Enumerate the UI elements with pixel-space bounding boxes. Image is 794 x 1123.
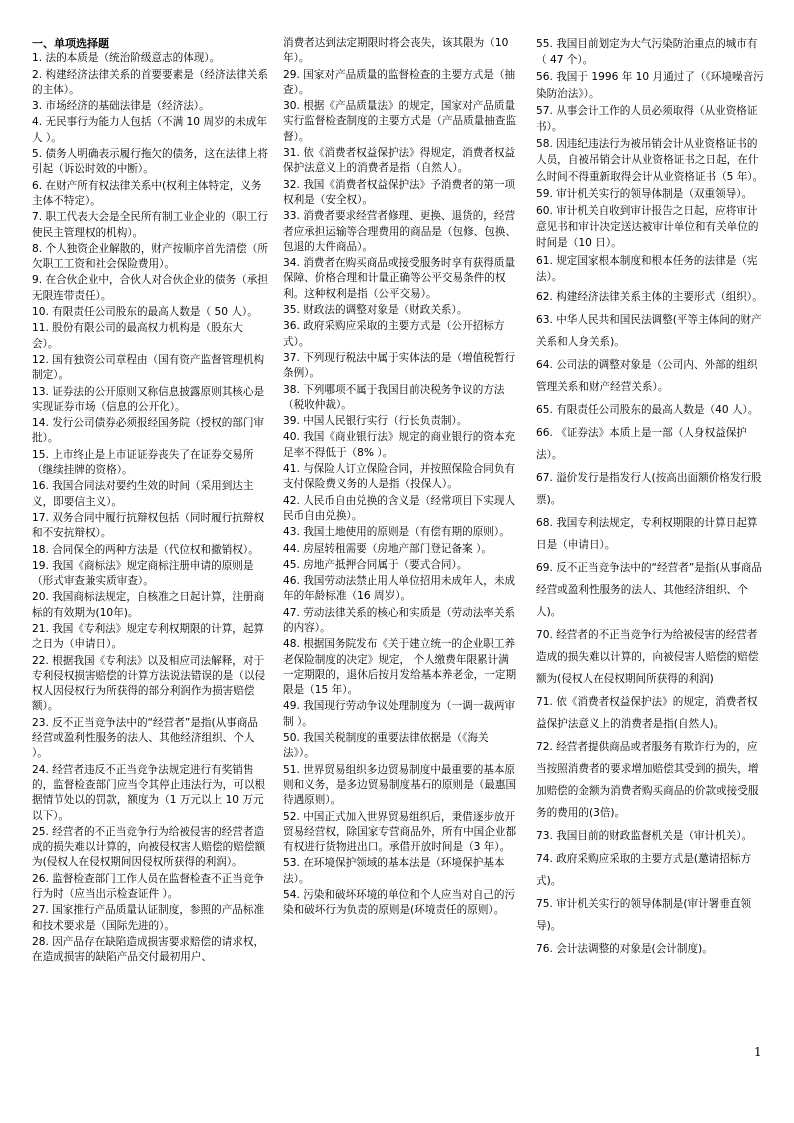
question-item: 70. 经营者的不正当竞争行为给被侵害的经营者造成的损失难以计算的，向被侵害人赔偿的赔偿额为(侵权人在侵权期间所获得的利润) <box>536 629 759 686</box>
question-item: 9. 在合伙企业中，合伙人对合伙企业的债务（承担无限连带责任）。 <box>32 274 268 302</box>
question-item: 20. 我国商标法规定，自核准之日起计算，注册商标的有效期为(10年)。 <box>32 591 265 619</box>
question-item: 51. 世界贸易组织多边贸易制度中最重要的基本原则和义务，是多边贸易制度基石的原则是（最惠国待遇原则）。 <box>283 763 517 807</box>
question-item: 5. 债务人明确表示履行拖欠的债务，这在法律上将引起（诉讼时效的中断）。 <box>32 148 268 176</box>
question-item: 76. 会计法调整的对象是(会计制度)。 <box>536 943 713 956</box>
question-item: 24. 经营者违反不正当竞争法规定进行有奖销售的，监督检查部门应当令其停止违法行为，可以根据情节处以的罚款，额度为（1 万元以上 10 万元以下）。 <box>32 763 266 822</box>
question-item: 44. 房屋转租需要（房地产部门登记备案 ）。 <box>283 542 492 555</box>
question-item: 67. 溢价发行是指发行人(按高出面额价格发行股票)。 <box>536 472 762 507</box>
page-number: 1 <box>754 1045 762 1059</box>
question-item: 62. 构建经济法律关系主体的主要形式（组织）。 <box>536 291 763 304</box>
question-item: 31. 依《消费者权益保护法》得规定，消费者权益保护法意义上的消费者是指（自然人）。 <box>283 147 516 175</box>
question-item: 41. 与保险人订立保险合同，并按照保险合同负有支付保险费义务的人是指（投保人）。 <box>283 463 516 491</box>
question-item: 74. 政府采购应采取的主要方式是(邀请招标方式)。 <box>536 853 752 888</box>
question-item: 2. 构建经济法律关系的首要要素是（经济法律关系的主体）。 <box>32 68 268 96</box>
question-item: 11. 股份有限公司的最高权力机构是（股东大会）。 <box>32 322 243 350</box>
question-item: 59. 审计机关实行的领导体制是（双重领导）。 <box>536 187 753 200</box>
question-item: 48. 根据国务院发布《关于建立统一的企业职工养老保险制度的决定》规定， 个人缴费年限累计满一定期限的，退休后按月发给基本养老金，一定期限是（15 年）。 <box>283 638 517 697</box>
question-item: 3. 市场经济的基础法律是（经济法）。 <box>32 100 210 113</box>
column-right <box>536 36 768 961</box>
question-item: 29. 国家对产品质量的监督检查的主要方式是（抽查）。 <box>283 68 516 96</box>
question-item: 69. 反不正当竞争法中的“经营者”是指(从事商品经营或盈利性服务的法人、其他经济组织、个人)。 <box>536 562 763 619</box>
question-item: 23. 反不正当竞争法中的“经营者”是指(从事商品经营或盈利性服务的法人、其他经济组织、个人 ）。 <box>32 716 259 760</box>
question-item: 22. 根据我国《专利法》以及相应司法解释，对于专利侵权损害赔偿的计算方法说法错误的是（以侵权人因侵权行为所获得的部分利润作为损害赔偿额）。 <box>32 654 266 713</box>
question-item: 14. 发行公司债券必须报经国务院（授权的部门审批）。 <box>32 417 265 445</box>
question-item: 72. 经营者提供商品或者服务有欺诈行为的，应当按照消费者的要求增加赔偿其受到的损失，增加赔偿的金额为消费者购买商品的价款或接受服务的费用的(3倍)。 <box>536 741 759 820</box>
question-item: 53. 在环境保护领域的基本法是（环境保护基本法）。 <box>283 857 505 885</box>
question-item: 46. 我国劳动法禁止用人单位招用未成年人，未成年的年龄标准（16 周岁）。 <box>283 575 516 603</box>
question-item: 57. 从事会计工作的人员必须取得（从业资格证书）。 <box>536 104 758 134</box>
question-item: 4. 无民事行为能力人包括（不满 10 周岁的未成年人 ）。 <box>32 116 267 144</box>
question-item: 56. 我国于 1996 年 10 月通过了（《环境噪音污染防治法》）。 <box>536 71 764 100</box>
question-item: 8. 个人独资企业解散的，财产按顺序首先清偿（所欠职工工资和社会保险费用）。 <box>32 242 268 271</box>
question-item: 49. 我国现行劳动争议处理制度为（一调一裁两审制 ）。 <box>283 700 516 728</box>
question-item: 68. 我国专利法规定，专利权期限的计算日起算日是（申请日）。 <box>536 517 758 552</box>
question-item: 61. 规定国家根本制度和根本任务的法律是（宪法）。 <box>536 254 758 283</box>
question-item: 27. 国家推行产品质量认证制度，参照的产品标准和技术要求是（国际先进的）。 <box>32 904 265 932</box>
column-middle <box>283 36 519 920</box>
question-item: 40. 我国《商业银行法》规定的商业银行的资本充足率不得低于（8% ）。 <box>283 431 516 459</box>
question-item: 47. 劳动法律关系的核心和实质是（劳动法率关系的内容）。 <box>283 606 516 634</box>
question-item: 19. 我国《商标法》规定商标注册申请的原则是（形式审查兼实质审查）。 <box>32 559 254 588</box>
question-item: 消费者达到法定期限时将会丧失，该其限为（10 年）。 <box>283 37 509 65</box>
question-item: 52. 中国正式加入世界贸易组织后，秉借逐步放开贸易经营权，除国家专营商品外，所有中国企业都有权进行货物进出口。承借开放时间是（3 年）。 <box>283 810 517 854</box>
question-item: 30. 根据《产品质量法》的规定，国家对产品质量实行监督检查制度的主要方式是（产品质量抽查监督）。 <box>283 100 517 143</box>
question-item: 36. 政府采购应采取的主要方式是（公开招标方式）。 <box>283 320 505 348</box>
question-item: 60. 审计机关自收到审计报告之日起，应将审计意见书和审计决定送达被审计单位和有关单位的时间是（10 日）。 <box>536 205 759 250</box>
question-item: 39. 中国人民银行实行（行长负责制）。 <box>283 415 468 428</box>
question-item: 50. 我国关税制度的重要法律依据是（《海关法》）。 <box>283 732 489 760</box>
question-item: 71. 依《消费者权益保护法》的规定，消费者权益保护法意义上的消费者是指(自然人)。 <box>536 696 758 731</box>
question-item: 45. 房地产抵押合同属于（要式合同）。 <box>283 558 468 571</box>
question-item: 26. 监督检查部门工作人员在监督检查不正当竞争行为时（应当出示检查证件 ）。 <box>32 872 265 901</box>
question-item: 28. 因产品存在缺陷造成损害要求赔偿的请求权，在造成损害的缺陷产品交付最初用户、 <box>32 935 265 964</box>
question-item: 32. 我国《消费者权益保护法》予消费者的第一项权利是（安全权）。 <box>283 178 516 206</box>
question-item: 25. 经营者的不正当竞争行为给被侵害的经营者造成的损失难以计算的，向被侵权害人赔偿的赔偿额为(侵权人在侵权期间因侵权所获得的利润）。 <box>32 825 266 869</box>
question-item: 1. 法的本质是（统治阶级意志的体现）。 <box>32 52 221 65</box>
question-item: 42. 人民币自由兑换的含义是（经常项目下实现人民币自由兑换）。 <box>283 494 516 522</box>
question-item: 64. 公司法的调整对象是（公司内、外部的组织管理关系和财产经营关系）。 <box>536 359 758 394</box>
question-item: 12. 国有独资公司章程由（国有资产监督管理机构制定）。 <box>32 353 265 382</box>
question-item: 10. 有限责任公司股东的最高人数是（ 50 人）。 <box>32 306 258 319</box>
question-item: 18. 合同保全的两种方法是（代位权和撤销权）。 <box>32 543 259 556</box>
question-item: 37. 下列现行税法中属于实体法的是（增值税暂行条例）。 <box>283 351 516 380</box>
section-title: 一、单项选择题 <box>32 37 109 50</box>
column-left <box>32 36 268 967</box>
question-item: 54. 污染和破坏环境的单位和个人应当对自己的污染和破坏行为负责的原则是(环境责任的原则）。 <box>283 889 516 917</box>
question-item: 16. 我国合同法对要约生效的时间（采用到达主义，即要信主义）。 <box>32 480 254 508</box>
question-item: 73. 我国目前的财政监督机关是（审计机关）。 <box>536 830 753 843</box>
question-item: 17. 双务合同中履行抗辩权包括（同时履行抗辩权和不安抗辩权）。 <box>32 511 265 540</box>
question-item: 65. 有限责任公司股东的最高人数是（40 人）。 <box>536 404 759 417</box>
question-item: 6. 在财产所有权法律关系中(权利主体特定，义务主体不特定）。 <box>32 179 262 207</box>
question-item: 63. 中华人民共和国民法调整(平等主体间的财产关系和人身关系)。 <box>536 314 762 349</box>
question-item: 34. 消费者在购买商品或接受服务时享有获得质量保障、价格合理和计量正确等公平交易条件的权利。这种权利是指（公平交易）。 <box>283 257 516 300</box>
question-item: 75. 审计机关实行的领导体制是(审计署垂直领导)。 <box>536 898 752 933</box>
question-item: 66. 《证券法》本质上是一部（人身权益保护法）。 <box>536 427 747 462</box>
question-item: 35. 财政法的调整对象是（财政关系）。 <box>283 304 468 317</box>
question-item: 58. 因违纪违法行为被吊销会计从业资格证书的人员，自被吊销会计从业资格证书之日起，在什么时间不得重新取得会计从业资格证书（5 年）。 <box>536 138 764 183</box>
question-item: 7. 职工代表大会是全民所有制工业企业的（职工行使民主管理权的机构）。 <box>32 211 268 239</box>
question-item: 33. 消费者要求经营者修理、更换、退货的，经营者应承担运输等合理费用的商品是（包修、包换、包退的大件商品）。 <box>283 210 517 253</box>
question-item: 38. 下列哪项不属于我国目前决税务争议的方法（税收仲裁）。 <box>283 383 505 411</box>
question-item: 15. 上市终止是上市证证券丧失了在证券交易所（继续挂牌的资格）。 <box>32 448 254 477</box>
question-item: 43. 我国土地使用的原则是（有偿有期的原则）。 <box>283 526 510 539</box>
question-item: 21. 我国《专利法》规定专利权期限的计算，起算之日为（申请日）。 <box>32 622 265 651</box>
question-item: 13. 证券法的公开原则又称信息披露原则其核心是实现证券市场（信息的公开化）。 <box>32 385 265 413</box>
question-item: 55. 我国目前划定为大气污染防治重点的城市有（ 47 个）。 <box>536 38 758 67</box>
